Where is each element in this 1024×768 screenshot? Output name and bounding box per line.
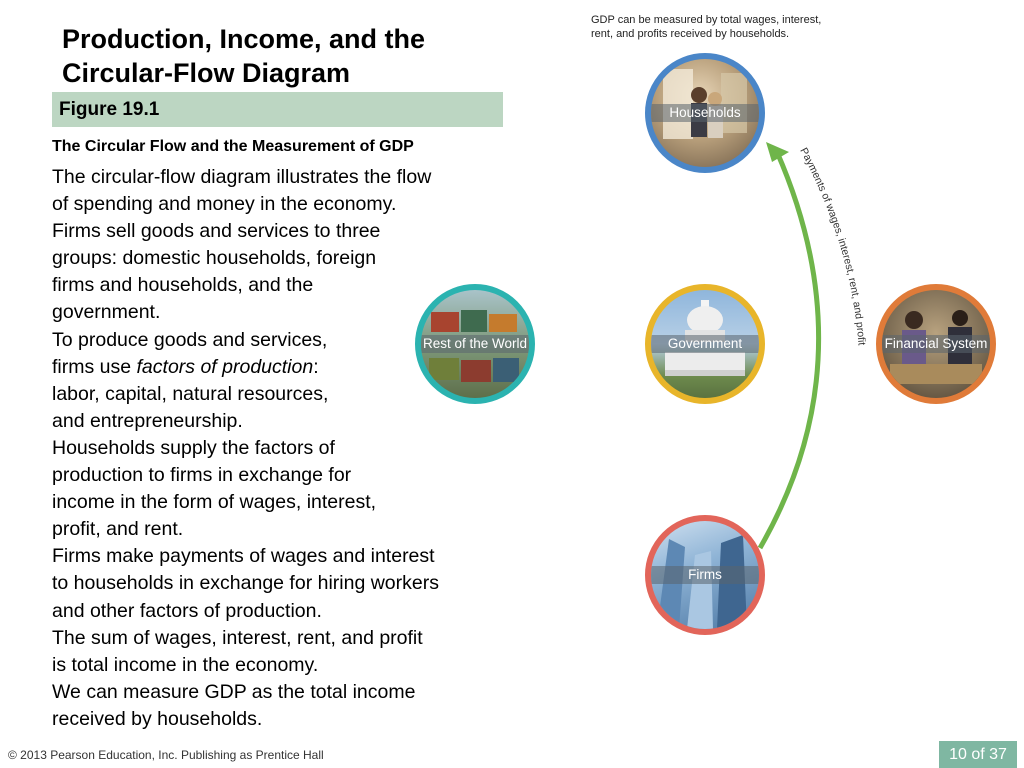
payments-arrow-shaft <box>760 152 819 548</box>
households-node <box>645 53 765 173</box>
body-line: and other factors of production. <box>52 599 322 622</box>
rest-of-world-node <box>415 284 535 404</box>
households-label: Households <box>651 104 759 122</box>
figure-label-bar: Figure 19.1 <box>52 92 503 127</box>
body-line: income in the form of wages, interest, <box>52 491 377 514</box>
body-line: The circular-flow diagram illustrates the flow <box>52 166 432 188</box>
body-line: The sum of wages, interest, rent, and profit <box>52 626 423 649</box>
body-line: groups: domestic households, foreign <box>52 247 377 270</box>
body-line: firms and households, and the <box>52 274 314 297</box>
firms-node <box>645 515 765 635</box>
government-node <box>645 284 765 404</box>
financial-system-label: Financial System <box>882 335 990 353</box>
body-line: to households in exchange for hiring workers <box>52 572 439 595</box>
body-line: We can measure GDP as the total income <box>52 680 416 703</box>
slide-title-line-2: Circular-Flow Diagram <box>62 58 351 88</box>
body-line: labor, capital, natural resources, <box>52 382 329 405</box>
body-line: government. <box>52 301 161 324</box>
body-line: received by households. <box>52 707 263 730</box>
body-text-fragment: : <box>313 355 319 378</box>
copyright-footer: © 2013 Pearson Education, Inc. Publishing as Prentice Hall <box>8 748 324 762</box>
body-text-fragment: firms use <box>52 355 137 378</box>
slide-title-line-1: Production, Income, and the <box>62 24 426 54</box>
body-line: Firms sell goods and services to three <box>52 220 381 243</box>
firms-label: Firms <box>651 566 759 584</box>
body-line: Households supply the factors of <box>52 436 335 459</box>
gdp-note-line-1: GDP can be measured by total wages, interest, <box>591 14 822 26</box>
body-line: To produce goods and services, <box>52 328 328 351</box>
body-line: Firms make payments of wages and interest <box>52 545 435 568</box>
body-line: is total income in the economy. <box>52 653 319 676</box>
financial-system-node <box>876 284 996 404</box>
government-label: Government <box>651 335 759 353</box>
body-line: production to firms in exchange for <box>52 464 352 487</box>
rest-of-world-label: Rest of the World <box>422 336 528 351</box>
page-number-badge: 10 of 37 <box>939 741 1017 768</box>
factors-of-production-emphasis: factors of production <box>136 355 314 378</box>
body-line: and entrepreneurship. <box>52 409 243 432</box>
payments-arrow-label-path: Payments of wages, interest, rent, and profit <box>797 145 868 346</box>
figure-caption: The Circular Flow and the Measurement of GDP <box>52 138 414 155</box>
gdp-note-line-2: rent, and profits received by households. <box>591 28 790 40</box>
body-line: profit, and rent. <box>52 518 184 541</box>
body-line: of spending and money in the economy. <box>52 193 397 216</box>
